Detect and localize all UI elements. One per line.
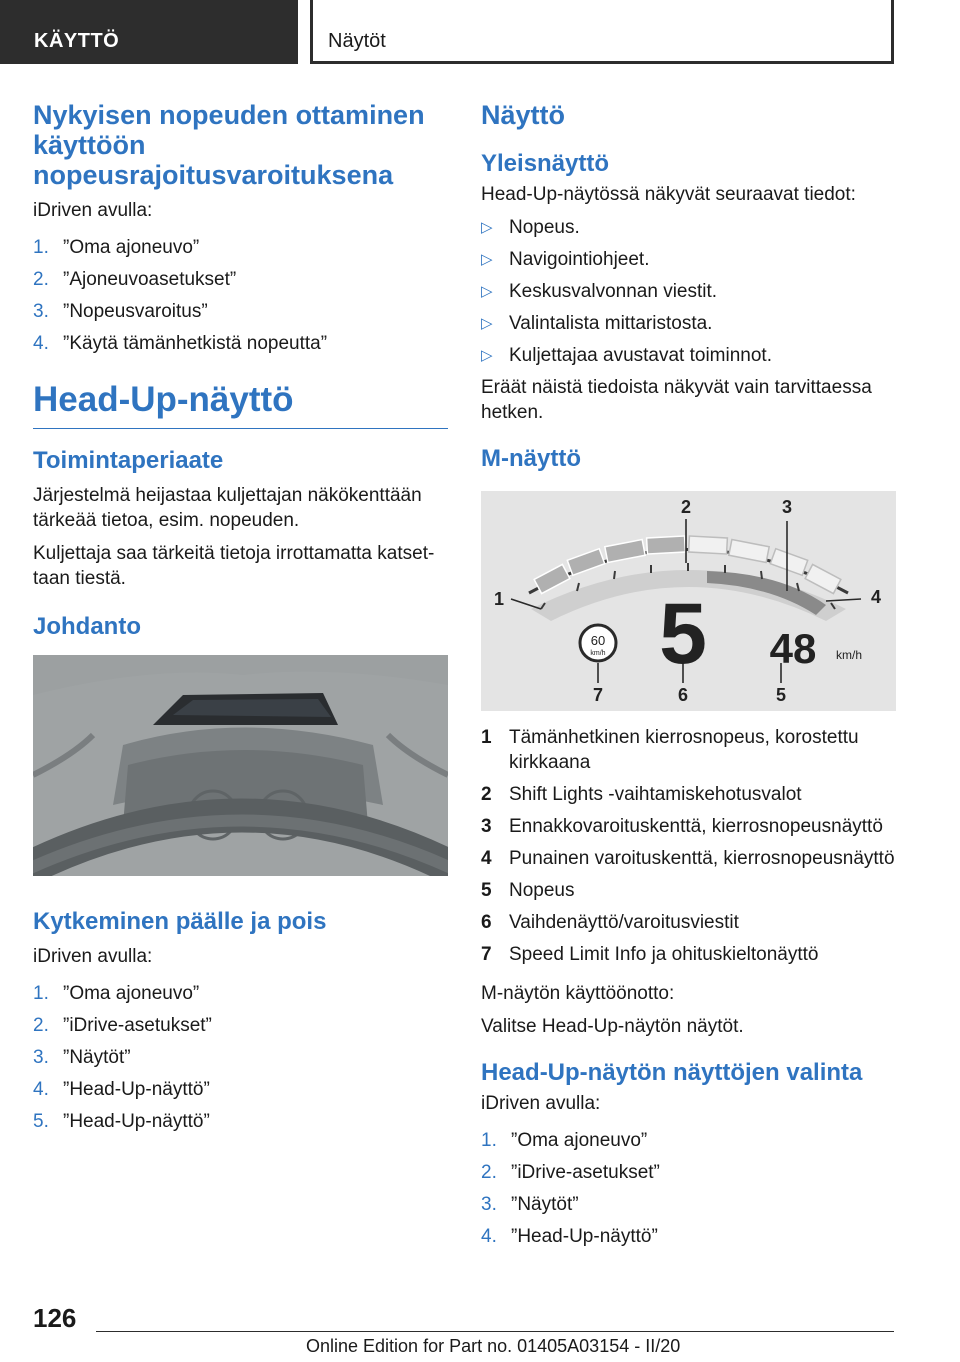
triangle-bullet-icon: ▷ (481, 219, 493, 236)
select-heading: Head-Up-näytön näyttöjen valinta (481, 1059, 863, 1086)
select-intro: iDriven avulla: (481, 1093, 601, 1114)
principle-text-1: Järjestelmä heijastaa kuljettajan näkökenttään tärkeää tietoa, esim. nopeuden. (33, 485, 422, 531)
callout-5: 5 (775, 685, 787, 705)
display-heading: Näyttö (481, 100, 566, 130)
list-item: 3. ”Nopeusvaroitus” (33, 301, 208, 322)
sign-value: 60 (590, 633, 606, 648)
speed-unit: km/h (836, 648, 863, 662)
chapter-title: Näytöt (328, 30, 386, 52)
gear-value: 5 (659, 586, 707, 682)
hud-heading: Head-Up-näyttö (33, 380, 294, 419)
general-intro: Head-Up-näytössä näkyvät seuraavat tiedot: (481, 184, 856, 205)
left-column (33, 100, 448, 1141)
triangle-bullet-icon: ▷ (481, 315, 493, 332)
section-tab (0, 0, 298, 64)
legend-item: 2 Shift Lights -vaihtamiskehotusvalot (481, 784, 802, 805)
sign-unit: km/h (590, 650, 606, 657)
callout-2: 2 (680, 497, 692, 517)
callout-6: 6 (677, 685, 689, 705)
speed-steps (33, 235, 448, 356)
hud-photo (33, 655, 448, 876)
list-item: 1. ”Oma ajoneuvo” (481, 1130, 648, 1151)
m-display-heading: M-näyttö (481, 445, 581, 472)
section-title: KÄYTTÖ (34, 30, 120, 52)
callout-7: 7 (592, 685, 604, 705)
list-item: 5. ”Head-Up-näyttö” (33, 1111, 210, 1132)
intro-heading: Johdanto (33, 613, 141, 640)
list-item: 4. ”Käytä tämänhetkistä nopeutta” (33, 333, 328, 354)
m-usage-text-2: Valitse Head-Up-näytön näytöt. (481, 1016, 744, 1037)
m-display-figure (481, 491, 896, 711)
triangle-bullet-icon: ▷ (481, 251, 493, 268)
legend-item: 5 Nopeus (481, 880, 575, 901)
general-list (481, 215, 896, 368)
list-item: 3. ”Näytöt” (33, 1047, 131, 1068)
list-item: 4. ”Head-Up-näyttö” (481, 1226, 658, 1247)
onoff-steps (33, 981, 448, 1134)
list-item: ▷ Kuljettajaa avustavat toiminnot. (481, 345, 772, 366)
callout-4: 4 (870, 587, 882, 607)
legend-item: 1 Tämänhetkinen kierrosnopeus, korostettu kirkkaana (481, 727, 859, 773)
list-item: ▷ Nopeus. (481, 217, 580, 238)
list-item: 1. ”Oma ajoneuvo” (33, 983, 200, 1004)
list-item: ▷ Navigointiohjeet. (481, 249, 650, 270)
heading-rule (33, 428, 448, 429)
legend-item: 3 Ennakkovaroituskenttä, kierrosnopeusnäyttö (481, 816, 883, 837)
legend-item: 4 Punainen varoituskenttä, kierrosnopeusnäyttö (481, 848, 895, 869)
callout-1: 1 (493, 589, 505, 609)
legend-item: 7 Speed Limit Info ja ohituskieltonäyttö (481, 944, 819, 965)
speed-value: 48 (769, 625, 817, 672)
page-number: 126 (33, 1303, 77, 1333)
list-item: ▷ Keskusvalvonnan viestit. (481, 281, 718, 302)
speed-heading: Nykyisen nopeuden ottaminen käyttöön nopeusrajoitusvaroituksena (33, 100, 425, 190)
general-heading: Yleisnäyttö (481, 150, 610, 177)
general-note: Eräät näistä tiedoista näkyvät vain tarvittaessa hetken. (481, 377, 872, 423)
speed-intro: iDriven avulla: (33, 200, 153, 221)
right-column (481, 100, 896, 1256)
onoff-heading: Kytkeminen päälle ja pois (33, 908, 327, 935)
onoff-intro: iDriven avulla: (33, 946, 153, 967)
list-item: 1. ”Oma ajoneuvo” (33, 237, 200, 258)
list-item: 2. ”iDrive-asetukset” (33, 1015, 212, 1036)
callout-3: 3 (781, 497, 793, 517)
principle-heading: Toimintaperiaate (33, 447, 224, 474)
list-item: 2. ”Ajoneuvoasetukset” (33, 269, 237, 290)
m-usage-text-1: M-näytön käyttöönotto: (481, 983, 675, 1004)
list-item: 4. ”Head-Up-näyttö” (33, 1079, 210, 1100)
triangle-bullet-icon: ▷ (481, 283, 493, 300)
footer-rule (96, 1331, 894, 1332)
list-item: 2. ”iDrive-asetukset” (481, 1162, 660, 1183)
principle-text-2: Kuljettaja saa tärkeitä tietoja irrottamatta katsettaan tiestä. (33, 543, 435, 589)
figure-legend (481, 725, 896, 967)
select-steps (481, 1128, 896, 1249)
legend-item: 6 Vaihdenäyttö/varoitusviestit (481, 912, 739, 933)
list-item: ▷ Valintalista mittaristosta. (481, 313, 713, 334)
edition-note: Online Edition for Part no. 01405A03154 - II/20 (306, 1336, 681, 1356)
triangle-bullet-icon: ▷ (481, 347, 493, 364)
list-item: 3. ”Näytöt” (481, 1194, 579, 1215)
chapter-tab (310, 0, 894, 64)
